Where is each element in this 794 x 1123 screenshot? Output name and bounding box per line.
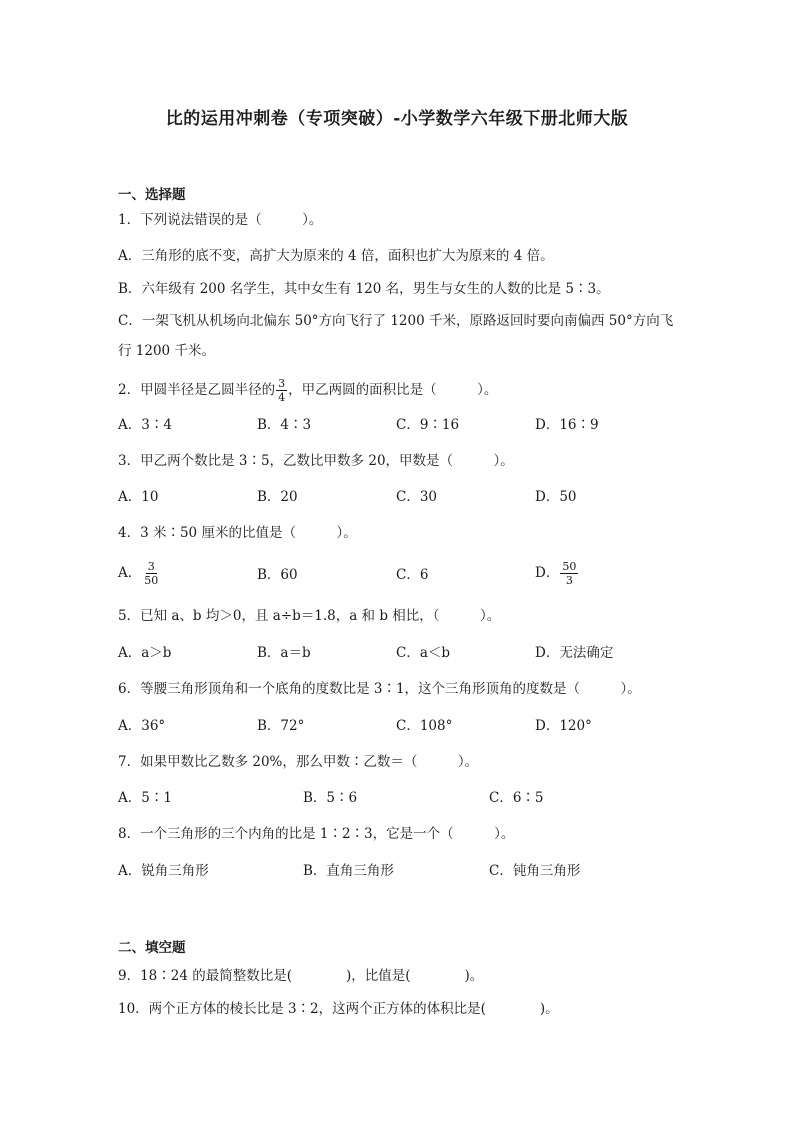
question-5-option-c: C．a＜b: [396, 645, 451, 661]
question-5-option-d: D．无法确定: [535, 645, 614, 661]
question-2-stem-post: ，甲乙两圆的面积比是（ ）。: [288, 382, 498, 398]
question-1-stem: 1．下列说法错误的是（ ）。: [118, 212, 323, 228]
option-d-label: D．: [535, 565, 560, 581]
question-7-option-b: B．5∶6: [303, 790, 358, 806]
question-2-fraction: [276, 377, 287, 404]
fraction-denominator: 3: [565, 574, 573, 587]
option-a-fraction: [142, 560, 160, 587]
question-2-stem-pre: 2．甲圆半径是乙圆半径的: [118, 382, 276, 398]
question-7-stem: 7．如果甲数比乙数多 20%，那么甲数∶乙数＝（ ）。: [118, 754, 479, 770]
question-2-option-a: A．3∶4: [118, 417, 172, 433]
question-1-option-a: A．三角形的底不变，高扩大为原来的 4 倍，面积也扩大为原来的 4 倍。: [118, 248, 554, 264]
question-6-option-b: B．72°: [257, 718, 305, 734]
question-8-option-c: C．钝角三角形: [489, 863, 581, 879]
question-1-option-c-continued: 行 1200 千米。: [118, 343, 215, 359]
question-4-option-b: B．60: [257, 567, 298, 583]
question-3-stem: 3．甲乙两个数比是 3∶5，乙数比甲数多 20，甲数是（ ）。: [118, 453, 514, 469]
question-6-option-a: A．36°: [118, 718, 166, 734]
question-2-option-c: C．9∶16: [396, 417, 460, 433]
option-d-fraction: [560, 560, 578, 587]
question-7-option-c: C．6∶5: [489, 790, 544, 806]
question-5-stem: 5．已知 a、b 均＞0，且 a÷b＝1.8，a 和 b 相比，（ ）。: [118, 608, 501, 624]
question-2-stem: [118, 377, 497, 404]
question-4-option-c: C．6: [396, 567, 429, 583]
question-9-stem: 9．18∶24 的最简整数比是( )，比值是( )。: [118, 968, 484, 984]
fraction-denominator: 4: [278, 391, 286, 404]
question-1-option-c: C．一架飞机从机场向北偏东 50°方向飞行了 1200 千米，原路返回时要向南偏西 50°方向飞: [118, 313, 674, 329]
fraction-numerator: 50: [562, 560, 577, 573]
question-6-stem: 6．等腰三角形顶角和一个底角的度数比是 3∶1，这个三角形顶角的度数是（ ）。: [118, 681, 641, 697]
section-heading-fill: 二、填空题: [118, 940, 186, 956]
question-4-option-a: [118, 558, 161, 588]
question-5-option-a: A．a＞b: [118, 645, 172, 661]
question-8-stem: 8．一个三角形的三个内角的比是 1∶2∶3，它是一个（ ）。: [118, 826, 515, 842]
fraction-numerator: 3: [278, 377, 286, 390]
question-1-option-b: B．六年级有 200 名学生，其中女生有 120 名，男生与女生的人数的比是 5∶3。: [118, 281, 610, 297]
fraction-numerator: 3: [147, 560, 155, 573]
question-4-stem: 4．3 米∶50 厘米的比值是（ ）。: [118, 525, 357, 541]
question-3-option-c: C．30: [396, 489, 438, 505]
option-a-label: A．: [118, 565, 142, 581]
question-6-option-d: D．120°: [535, 718, 592, 734]
section-heading-choice: 一、选择题: [118, 187, 186, 203]
question-5-option-b: B．a＝b: [257, 645, 311, 661]
fraction-denominator: 50: [144, 574, 159, 587]
question-8-option-b: B．直角三角形: [303, 863, 394, 879]
question-3-option-b: B．20: [257, 489, 298, 505]
question-2-option-b: B．4∶3: [257, 417, 312, 433]
question-4-option-d: [535, 558, 579, 588]
question-3-option-a: A．10: [118, 489, 159, 505]
question-7-option-a: A．5∶1: [118, 790, 172, 806]
question-8-option-a: A．锐角三角形: [118, 863, 209, 879]
question-6-option-c: C．108°: [396, 718, 453, 734]
question-10-stem: 10．两个正方体的棱长比是 3∶2，这两个正方体的体积比是( )。: [118, 1001, 559, 1017]
question-2-option-d: D．16∶9: [535, 417, 599, 433]
page-title: 比的运用冲刺卷（专项突破）-小学数学六年级下册北师大版: [165, 109, 629, 129]
question-3-option-d: D．50: [535, 489, 577, 505]
